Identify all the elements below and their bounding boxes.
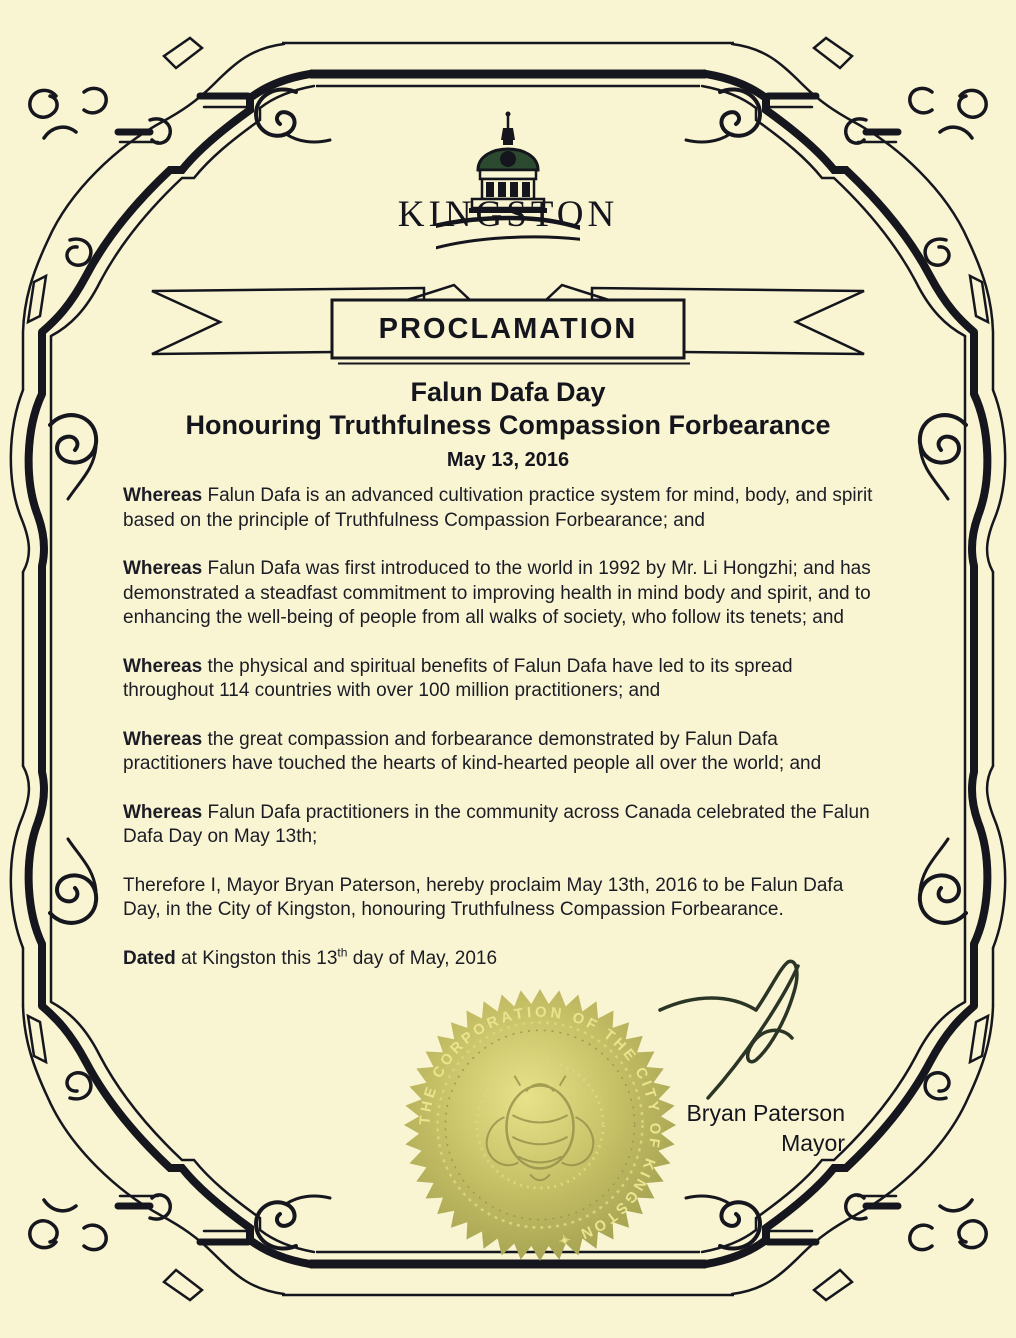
dated-line: Dated at Kingston this 13th day of May, 2016 — [123, 945, 498, 969]
whereas-paragraph: Whereas the great compassion and forbearance demonstrated by Falun Dafa practitioners have touched the hearts of kind-hearted people all over the world; and — [123, 728, 822, 774]
proclamation-banner-title: PROCLAMATION — [378, 312, 638, 345]
whereas-paragraph: Whereas Falun Dafa was first introduced to the world in 1992 by Mr. Li Hongzhi; and has demonstrated a steadfast commitment to improving health in mind body and spirit, and to enhancing the well-being of people from all walks of society, who follow its tenets; and — [123, 558, 871, 628]
whereas-paragraph: Whereas Falun Dafa practitioners in the community across Canada celebrated the Falun Dafa Day on May 13th; — [123, 801, 870, 847]
signatory-name: Bryan Paterson — [686, 1100, 845, 1126]
proclamation-body — [123, 484, 883, 995]
signatory-title: Mayor — [781, 1130, 845, 1156]
city-logo-wordmark: KINGSTON — [397, 194, 619, 235]
title-date: May 13, 2016 — [446, 449, 570, 471]
whereas-paragraph: Whereas the physical and spiritual benefits of Falun Dafa have led to its spread throughout 114 countries with over 100 million practitioners; and — [123, 655, 793, 701]
seal-ring-text: THE CORPORATION OF THE CITY OF KINGSTON ✦ — [417, 1004, 663, 1249]
city-hall-cupola-icon — [436, 106, 580, 276]
title-event-name: Falun Dafa Day — [410, 377, 606, 407]
whereas-paragraph: Whereas Falun Dafa is an advanced cultivation practice system for mind, body, and spirit based on the principle of Truthfulness Compassion Forbearance; and — [123, 485, 873, 531]
document-title — [0, 376, 1016, 472]
therefore-paragraph: Therefore I, Mayor Bryan Paterson, hereby proclaim May 13th, 2016 to be Falun Dafa Day, in the City of Kingston, honouring Truthfulness Compassion Forbearance. — [123, 874, 844, 920]
mayor-signature — [630, 940, 850, 1110]
title-subtitle: Honouring Truthfulness Compassion Forbearance — [185, 410, 831, 440]
signatory-block — [686, 1098, 845, 1158]
